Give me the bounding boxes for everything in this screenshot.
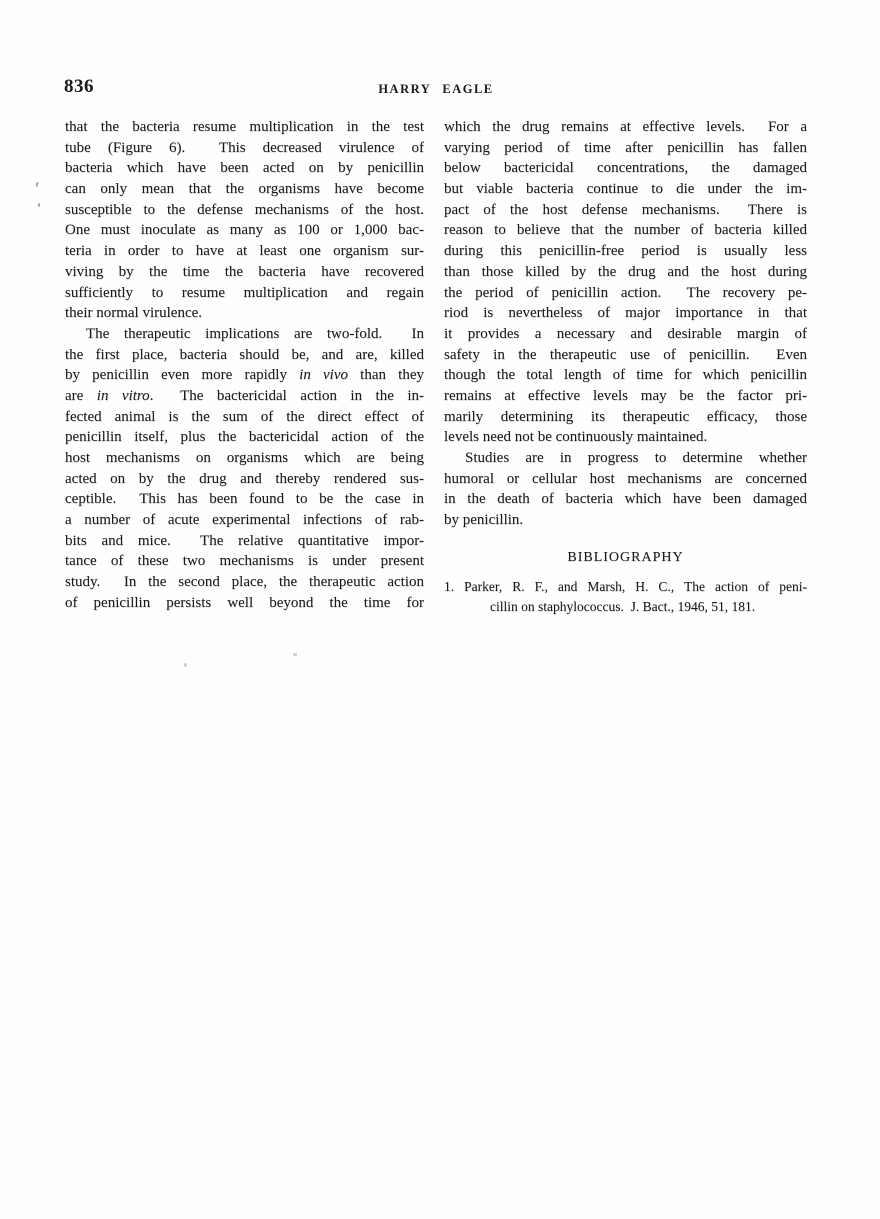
text-line: bacteria which have been acted on by penicillin xyxy=(65,160,424,177)
bibliography-entries xyxy=(444,577,807,617)
text-line: by penicillin. xyxy=(444,512,524,529)
text-line: it provides a necessary and desirable margin of xyxy=(444,325,807,342)
text-line: Studies are in progress to determine whether xyxy=(465,450,807,466)
scan-speck xyxy=(184,663,187,667)
text-line: tube (Figure 6). This decreased virulence of xyxy=(65,139,424,156)
text-line: riod is nevertheless of major importance in that xyxy=(444,305,807,322)
text-line: The therapeutic implications are two-fold. In xyxy=(86,325,424,342)
text-line: tance of these two mechanisms is under present xyxy=(65,553,424,570)
right-column-wrap xyxy=(444,117,807,617)
bibliography-heading: BIBLIOGRAPHY xyxy=(567,549,684,565)
text-line: teria in order to have at least one organism sur- xyxy=(65,243,424,260)
text-line: varying period of time after penicillin has fallen xyxy=(444,139,807,156)
scan-speck xyxy=(36,182,39,187)
text-line: that the bacteria resume multiplication in the test xyxy=(65,119,424,135)
text-line: humoral or cellular host mechanisms are concerned xyxy=(444,470,807,487)
text-line: levels need not be continuously maintained. xyxy=(444,429,708,446)
text-line: cillin on staphylococcus. J. Bact., 1946, 51, 181. xyxy=(490,599,756,615)
page-number: 836 xyxy=(64,76,94,97)
text-line: host mechanisms on organisms which are being xyxy=(65,450,424,466)
text-line: marily determining its therapeutic efficacy, those xyxy=(444,408,807,425)
right-column xyxy=(444,117,807,531)
text-line: acted on by the drug and thereby rendered sus- xyxy=(65,470,424,487)
text-line: than those killed by the drug and the host during xyxy=(444,263,807,280)
text-line: the period of penicillin action. The recovery pe- xyxy=(444,284,807,301)
text-line: are in vitro. The bactericidal action in the in- xyxy=(65,387,424,404)
running-head: HARRY EAGLE xyxy=(378,82,494,96)
text-line: ceptible. This has been found to be the case in xyxy=(65,491,424,508)
text-line: which the drug remains at effective levels. For a xyxy=(444,119,807,135)
scan-speck xyxy=(38,203,41,207)
text-line: reason to believe that the number of bacteria killed xyxy=(444,222,807,239)
text-line: bits and mice. The relative quantitative impor- xyxy=(65,532,424,549)
bibliography-entry xyxy=(444,577,807,617)
text-line: remains at effective levels may be the factor pri- xyxy=(444,387,807,404)
text-line: during this penicillin-free period is usually less xyxy=(444,243,807,260)
text-line: sufficiently to resume multiplication and regain xyxy=(65,284,424,301)
text-line: pact of the host defense mechanisms. There is xyxy=(444,201,807,218)
bibliography-section xyxy=(444,548,807,618)
text-line: fected animal is the sum of the direct effect of xyxy=(65,408,424,425)
text-line: susceptible to the defense mechanisms of the host. xyxy=(65,201,424,218)
text-line: safety in the therapeutic use of penicillin. Even xyxy=(444,346,807,363)
scan-speck xyxy=(293,653,297,656)
text-line: in the death of bacteria which have been damaged xyxy=(444,491,807,508)
text-line: One must inoculate as many as 100 or 1,000 bac- xyxy=(65,222,424,239)
text-line: penicillin itself, plus the bactericidal action of the xyxy=(65,429,424,446)
text-line: by penicillin even more rapidly in vivo than they xyxy=(65,367,424,384)
text-line: 1. Parker, R. F., and Marsh, H. C., The action of peni- xyxy=(444,579,807,595)
text-line: can only mean that the organisms have become xyxy=(65,181,424,198)
text-line: of penicillin persists well beyond the time for xyxy=(65,594,424,611)
text-line: the first place, bacteria should be, and are, killed xyxy=(65,346,424,363)
text-line: but viable bacteria continue to die under the im- xyxy=(444,181,807,198)
left-column xyxy=(65,117,424,614)
text-line: below bactericidal concentrations, the damaged xyxy=(444,160,807,177)
text-line: their normal virulence. xyxy=(65,305,203,322)
text-line: study. In the second place, the therapeutic action xyxy=(65,574,424,591)
text-line: a number of acute experimental infections of rab- xyxy=(65,512,424,529)
text-line: though the total length of time for which penicillin xyxy=(444,367,807,384)
text-line: viving by the time the bacteria have recovered xyxy=(65,263,424,280)
